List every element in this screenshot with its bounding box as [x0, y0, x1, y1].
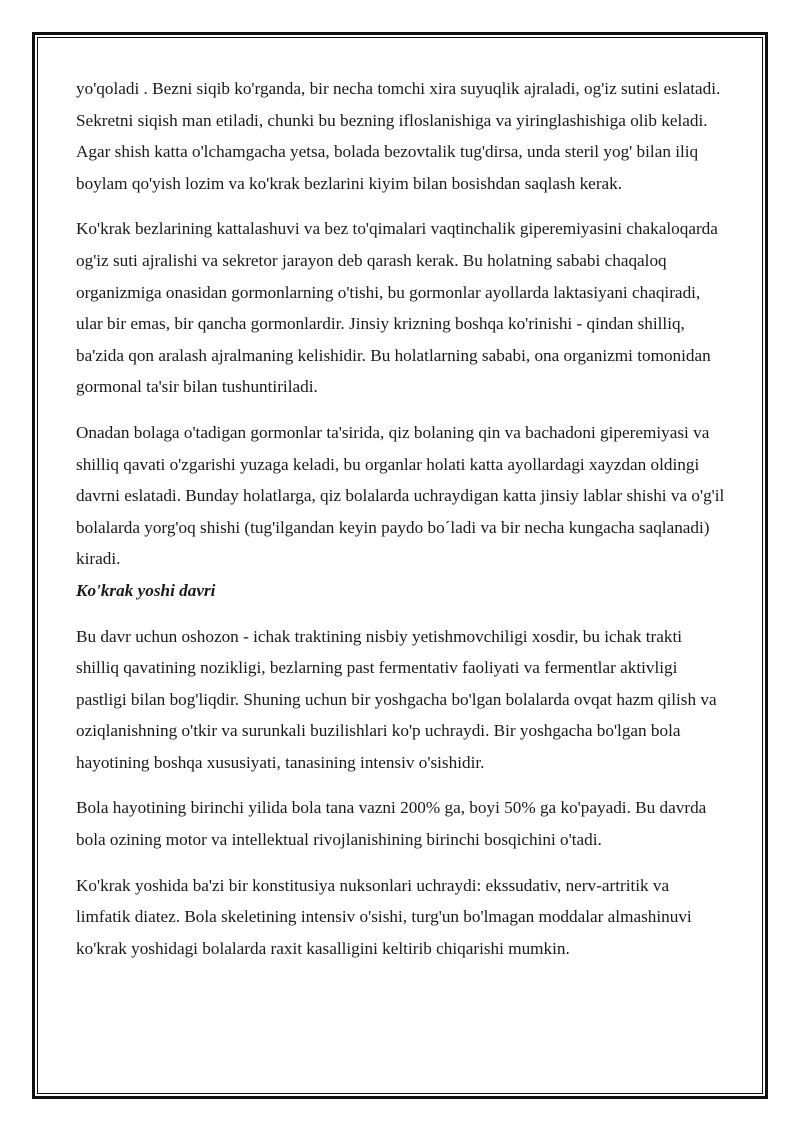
paragraph: Bu davr uchun oshozon - ichak traktining nisbiy yetishmovchiligi xosdir, bu ichak trakti shilliq qavatining nozikligi, bezlarning past fermentativ faoliyati va fermentlar aktivligi pastligi bilan bog'liqdir. Shuning uchun bir yoshgacha bo'lgan bolalarda ovqat hazm qilish va oziqlanishning o'tkir va surunkali buzilishlari ko'p uchraydi. Bir yoshgacha bo'lgan bola hayotining boshqa xususiyati, tanasining intensiv o'sishidir.	[76, 626, 717, 772]
paragraph: Ko'krak bezlarining kattalashuvi va bez to'qimalari vaqtinchalik giperemiyasini chakaloqarda og'iz suti ajralishi va sekretor jarayon deb qarash kerak. Bu holatning sababi chaqaloq organizmiga onasidan gormonlarning o'tishi, bu gormonlar ayollarda laktasiyani chaqiradi, ular bir emas, bir qancha gormonlardir. Jinsiy krizning boshqa ko'rinishi - qindan shilliq, ba'zida qon aralash ajralmaning kelishidir. Bu holatlarning sababi, ona organizmi tomonidan gormonal ta'sir bilan tushuntiriladi.	[76, 219, 718, 397]
paragraph: yo'qoladi . Bezni siqib ko'rganda, bir necha tomchi xira suyuqlik ajraladi, og'iz sutini eslatadi. Sekretni siqish man etiladi, chunki bu bezning ifloslanishiga va yiringlashishiga olib keladi. Agar shish katta o'lchamgacha yetsa, bolada bezovtalik tug'dirsa, unda steril yog' bilan iliq boylam qo'yish lozim va ko'krak bezlarini kiyim bilan bosishdan saqlash kerak.	[76, 79, 721, 193]
section-heading: Ko'krak yoshi davri	[76, 580, 216, 600]
paragraph: Ko'krak yoshida ba'zi bir konstitusiya nuksonlari uchraydi: ekssudativ, nerv-artritik va limfatik diatez. Bola skeletining intensiv o'sishi, turg'un bo'lmagan moddalar almashinuvi ko'krak yoshidagi bolalarda raxit kasalligini keltirib chiqarishi mumkin.	[76, 875, 692, 958]
paragraph: Onadan bolaga o'tadigan gormonlar ta'sirida, qiz bolaning qin va bachadoni giperemiyasi va shilliq qavati o'zgarishi yuzaga keladi, bu organlar holati katta ayollardagi xayzdan oldingi davrni eslatadi. Bunday holatlarga, qiz bolalarda uchraydigan katta jinsiy lablar shishi va o'g'il bolalarda yorg'oq shishi (tug'ilgandan keyin paydo bo´ladi va bir necha kungacha saqlanadi) kiradi.	[76, 422, 725, 569]
paragraph: Bola hayotining birinchi yilida bola tana vazni 200% ga, boyi 50% ga ko'payadi. Bu davrda bola ozining motor va intellektual rivojlanishining birinchi bosqichini o'tadi.	[76, 798, 707, 850]
document-body	[76, 73, 726, 978]
